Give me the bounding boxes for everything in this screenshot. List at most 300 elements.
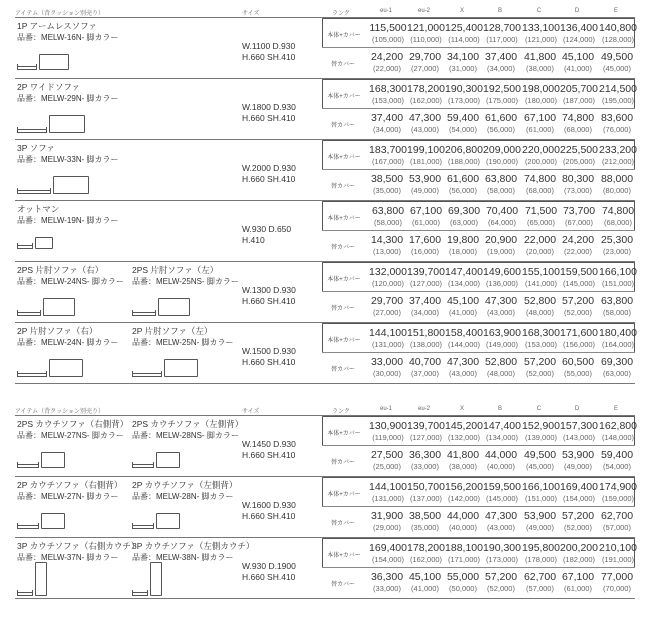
product-code: 品番：MELW-28N- 脚カラー <box>132 492 234 501</box>
price-tax-incl: 49,500 <box>523 449 557 461</box>
price-cell <box>443 356 483 379</box>
price-tax-excl: (153,000) <box>524 340 558 349</box>
price-cell <box>482 542 522 565</box>
price-cell <box>481 449 521 472</box>
price-tax-incl: 155,100 <box>522 266 560 278</box>
price-tax-incl: 53,900 <box>523 510 557 522</box>
header-rank-D: D <box>574 8 580 14</box>
price-tax-incl: 178,200 <box>407 83 445 95</box>
price-tax-excl: (134,000) <box>447 279 481 288</box>
price-tax-incl: 59,400 <box>600 449 634 461</box>
price-tax-excl: (127,000) <box>409 433 443 442</box>
price-tax-incl: 74,800 <box>601 205 635 217</box>
price-tax-incl: 52,800 <box>523 295 557 307</box>
price-tax-incl: 69,300 <box>600 356 634 368</box>
body-price-row <box>322 140 635 170</box>
price-tax-incl: 139,700 <box>407 266 445 278</box>
sofa-side-view <box>17 127 47 133</box>
price-tax-excl: (48,000) <box>487 369 515 378</box>
price-tax-incl: 61,600 <box>484 112 518 124</box>
price-cell <box>481 51 521 74</box>
price-cell <box>481 173 521 196</box>
price-tax-incl: 206,800 <box>445 144 483 156</box>
cover-price-row <box>322 507 635 537</box>
cover-label: 替カバー <box>330 367 355 373</box>
price-tax-excl: (145,000) <box>562 279 596 288</box>
price-tax-excl: (188,000) <box>447 157 481 166</box>
price-cell <box>406 83 446 106</box>
price-cell <box>521 144 561 167</box>
price-cell <box>481 571 521 594</box>
size-line: H.410 <box>242 235 265 245</box>
price-table-2 <box>15 404 635 599</box>
header-rank: ランク <box>332 409 350 415</box>
price-tax-excl: (43,000) <box>449 369 477 378</box>
price-tax-excl: (154,000) <box>371 555 405 564</box>
price-cell <box>521 481 561 504</box>
price-tax-incl: 55,000 <box>446 571 480 583</box>
product-size <box>242 41 295 63</box>
price-cell <box>405 571 445 594</box>
price-cell <box>406 327 446 350</box>
product-code: 品番：MELW-29N- 脚カラー <box>17 94 119 103</box>
price-tax-incl: 158,400 <box>445 327 483 339</box>
price-cell <box>598 144 638 167</box>
price-tax-excl: (148,000) <box>601 433 635 442</box>
price-tax-excl: (52,000) <box>487 584 515 593</box>
price-cell <box>368 542 408 565</box>
price-tax-excl: (57,000) <box>526 584 554 593</box>
price-tax-incl: 67,100 <box>561 571 595 583</box>
sofa-side-view <box>17 523 39 529</box>
price-tax-incl: 198,000 <box>522 83 560 95</box>
price-cell <box>443 112 483 135</box>
price-tax-incl: 47,300 <box>446 356 480 368</box>
product-size <box>242 285 296 307</box>
body-label: 本体+カバー <box>327 553 361 559</box>
price-tax-incl: 73,700 <box>562 205 596 217</box>
price-tax-excl: (181,000) <box>409 157 443 166</box>
price-tax-excl: (131,000) <box>371 494 405 503</box>
header-rank-C: C <box>536 406 542 412</box>
price-cell <box>368 420 408 443</box>
price-cell <box>444 327 484 350</box>
product-item <box>17 265 124 287</box>
price-tax-incl: 152,900 <box>522 420 560 432</box>
price-tax-incl: 44,000 <box>484 449 518 461</box>
price-tax-excl: (205,000) <box>562 157 596 166</box>
price-cell <box>521 205 561 228</box>
price-tax-excl: (137,000) <box>409 494 443 503</box>
sofa-icon <box>17 237 53 249</box>
sofa-icon <box>17 513 65 529</box>
sofa-top-view <box>43 298 75 316</box>
price-tax-excl: (49,000) <box>526 523 554 532</box>
product-item <box>132 419 243 441</box>
size-line: W.1450 D.930 <box>242 439 296 449</box>
price-tax-incl: 47,300 <box>408 112 442 124</box>
price-cell <box>482 144 522 167</box>
table-row <box>15 140 635 201</box>
price-tax-excl: (52,000) <box>526 369 554 378</box>
price-tax-excl: (191,000) <box>601 555 635 564</box>
price-tax-excl: (34,000) <box>411 308 439 317</box>
product-code: 品番：MELW-25NS- 脚カラー <box>132 277 239 286</box>
price-tax-incl: 139,700 <box>407 420 445 432</box>
price-tax-incl: 36,300 <box>370 571 404 583</box>
price-tax-incl: 20,900 <box>484 234 518 246</box>
price-cell <box>558 51 598 74</box>
sofa-icon <box>132 298 190 316</box>
price-cell <box>444 420 484 443</box>
product-item <box>17 419 128 441</box>
table-row <box>15 201 635 262</box>
price-tax-excl: (182,000) <box>562 555 596 564</box>
price-tax-excl: (33,000) <box>411 462 439 471</box>
price-tax-incl: 60,500 <box>561 356 595 368</box>
price-cell <box>558 112 598 135</box>
price-tax-incl: 63,800 <box>371 205 405 217</box>
price-tax-incl: 199,100 <box>407 144 445 156</box>
price-cell <box>482 83 522 106</box>
price-cell <box>558 173 598 196</box>
price-cell <box>520 51 560 74</box>
price-tax-excl: (56,000) <box>449 186 477 195</box>
price-tax-incl: 57,200 <box>523 356 557 368</box>
header-rank-eu-2: eu-2 <box>417 8 430 14</box>
price-tax-incl: 45,100 <box>446 295 480 307</box>
price-tax-incl: 233,200 <box>599 144 637 156</box>
table-row <box>15 323 635 384</box>
price-tax-excl: (120,000) <box>371 279 405 288</box>
size-line: H.660 SH.410 <box>242 174 296 184</box>
price-cell <box>520 449 560 472</box>
price-tax-excl: (58,000) <box>374 218 402 227</box>
price-tax-excl: (40,000) <box>487 462 515 471</box>
sofa-icon <box>17 452 65 468</box>
price-tax-incl: 27,500 <box>370 449 404 461</box>
sofa-side-view <box>17 243 33 249</box>
price-tax-excl: (143,000) <box>562 433 596 442</box>
price-tax-incl: 24,200 <box>561 234 595 246</box>
price-tax-excl: (61,000) <box>412 218 440 227</box>
price-cell <box>443 234 483 257</box>
price-cell <box>405 234 445 257</box>
price-cell <box>368 266 408 289</box>
price-tax-excl: (34,000) <box>487 64 515 73</box>
sofa-icon <box>17 54 69 70</box>
price-tax-excl: (195,000) <box>601 96 635 105</box>
product-code: 品番：MELW-38N- 脚カラー <box>132 553 234 562</box>
product-name: 2P カウチソファ（右側背） <box>17 480 123 490</box>
price-cell <box>559 205 599 228</box>
price-cell <box>406 266 446 289</box>
header-rank-eu-2: eu-2 <box>417 406 430 412</box>
price-tax-excl: (145,000) <box>485 494 519 503</box>
sofa-side-view <box>17 462 39 468</box>
price-tax-excl: (154,000) <box>562 494 596 503</box>
price-cell <box>405 112 445 135</box>
price-tax-incl: 159,500 <box>560 266 598 278</box>
price-tax-incl: 19,800 <box>446 234 480 246</box>
price-tax-excl: (63,000) <box>450 218 478 227</box>
price-tax-excl: (173,000) <box>485 555 519 564</box>
price-tax-excl: (68,000) <box>526 186 554 195</box>
price-cell <box>598 420 638 443</box>
product-name: 3P ソファ <box>17 143 55 153</box>
product-size <box>242 439 296 461</box>
price-tax-excl: (41,000) <box>564 64 592 73</box>
table-row <box>15 18 635 79</box>
price-cell <box>367 449 407 472</box>
price-cell <box>559 22 599 45</box>
product-name: オットマン <box>17 204 60 214</box>
size-line: H.660 SH.410 <box>242 572 296 582</box>
size-line: W.1300 D.930 <box>242 285 296 295</box>
price-tax-incl: 52,800 <box>484 356 518 368</box>
sofa-top-view <box>49 115 85 133</box>
price-tax-excl: (58,000) <box>487 186 515 195</box>
price-cell <box>559 144 599 167</box>
body-price-row <box>322 416 635 446</box>
price-tax-incl: 41,800 <box>523 51 557 63</box>
header-rank-C: C <box>536 8 542 14</box>
price-tax-excl: (65,000) <box>527 218 555 227</box>
price-cell <box>482 327 522 350</box>
price-cell <box>405 173 445 196</box>
price-cell <box>597 449 637 472</box>
price-tax-excl: (41,000) <box>411 584 439 593</box>
price-tax-incl: 115,500 <box>369 22 407 34</box>
table-header <box>15 404 635 416</box>
sofa-side-view <box>132 523 154 529</box>
price-tax-excl: (45,000) <box>526 462 554 471</box>
price-cell <box>367 51 407 74</box>
header-rank-B: B <box>497 8 502 14</box>
price-tax-excl: (38,000) <box>449 462 477 471</box>
price-cell <box>482 266 522 289</box>
price-tax-incl: 159,500 <box>483 481 521 493</box>
price-cell <box>443 295 483 318</box>
header-rank-eu-1: eu-1 <box>379 406 392 412</box>
price-tax-excl: (13,000) <box>373 247 401 256</box>
price-tax-incl: 144,100 <box>369 481 407 493</box>
price-tax-incl: 49,500 <box>600 51 634 63</box>
cover-price-row <box>322 446 635 476</box>
price-cell <box>598 327 638 350</box>
price-cell <box>444 83 484 106</box>
sofa-top-view <box>35 562 47 596</box>
price-tax-incl: 77,000 <box>600 571 634 583</box>
price-tax-excl: (23,000) <box>603 247 631 256</box>
price-tax-incl: 45,100 <box>408 571 442 583</box>
price-tax-incl: 67,100 <box>523 112 557 124</box>
table-header <box>15 6 635 18</box>
price-table-1 <box>15 6 635 384</box>
sofa-top-view <box>158 298 190 316</box>
price-tax-incl: 57,200 <box>561 510 595 522</box>
price-tax-incl: 53,900 <box>561 449 595 461</box>
price-cell <box>521 22 561 45</box>
price-cell <box>406 481 446 504</box>
price-tax-excl: (27,000) <box>373 308 401 317</box>
price-tax-excl: (162,000) <box>409 96 443 105</box>
price-tax-incl: 171,600 <box>560 327 598 339</box>
price-tax-excl: (131,000) <box>371 340 405 349</box>
size-line: H.660 SH.410 <box>242 357 296 367</box>
header-rank-E: E <box>613 406 618 412</box>
price-cell <box>368 22 408 45</box>
price-tax-incl: 205,700 <box>560 83 598 95</box>
header-rank-X: X <box>459 406 464 412</box>
body-price-row <box>322 538 635 568</box>
price-cell <box>597 234 637 257</box>
price-tax-excl: (139,000) <box>524 433 558 442</box>
price-cell <box>598 205 638 228</box>
cover-label: 替カバー <box>330 123 355 129</box>
sofa-icon <box>132 452 180 468</box>
price-cell <box>405 356 445 379</box>
table-row <box>15 477 635 538</box>
price-tax-incl: 25,300 <box>600 234 634 246</box>
price-cell <box>559 420 599 443</box>
price-tax-excl: (164,000) <box>601 340 635 349</box>
price-cell <box>520 234 560 257</box>
price-tax-incl: 34,100 <box>446 51 480 63</box>
price-tax-incl: 163,900 <box>483 327 521 339</box>
cover-label: 替カバー <box>330 460 355 466</box>
price-tax-incl: 38,500 <box>408 510 442 522</box>
cover-price-row <box>322 292 635 322</box>
price-tax-excl: (70,000) <box>603 584 631 593</box>
header-rank-B: B <box>497 406 502 412</box>
sofa-side-view <box>17 188 51 194</box>
cover-price-row <box>322 568 635 598</box>
price-cell <box>443 449 483 472</box>
product-size <box>242 561 296 583</box>
price-tax-excl: (134,000) <box>485 433 519 442</box>
price-tax-excl: (127,000) <box>409 279 443 288</box>
price-cell <box>558 449 598 472</box>
size-line: H.660 SH.410 <box>242 296 296 306</box>
price-tax-excl: (167,000) <box>371 157 405 166</box>
price-cell <box>443 173 483 196</box>
price-tax-excl: (128,000) <box>601 35 635 44</box>
header-rank-D: D <box>574 406 580 412</box>
price-tax-incl: 59,400 <box>446 112 480 124</box>
price-cell <box>405 510 445 533</box>
price-cell <box>406 144 446 167</box>
price-tax-excl: (33,000) <box>373 584 401 593</box>
price-tax-incl: 125,400 <box>445 22 483 34</box>
sofa-icon <box>17 176 89 194</box>
header-item: アイテム（背クッション別売り） <box>15 409 105 415</box>
price-tax-excl: (187,000) <box>562 96 596 105</box>
price-tax-excl: (31,000) <box>449 64 477 73</box>
price-cell <box>597 356 637 379</box>
price-tax-excl: (132,000) <box>447 433 481 442</box>
body-label: 本体+カバー <box>327 277 361 283</box>
product-size <box>242 500 296 522</box>
cover-price-row <box>322 353 635 383</box>
price-cell <box>367 571 407 594</box>
header-rank-X: X <box>459 8 464 14</box>
price-tax-excl: (40,000) <box>449 523 477 532</box>
price-tax-incl: 214,500 <box>599 83 637 95</box>
price-tax-excl: (49,000) <box>411 186 439 195</box>
price-cell <box>559 266 599 289</box>
price-tax-incl: 37,400 <box>484 51 518 63</box>
price-cell <box>520 295 560 318</box>
price-tax-excl: (151,000) <box>601 279 635 288</box>
sofa-icon <box>132 513 180 529</box>
body-label: 本体+カバー <box>327 338 361 344</box>
price-cell <box>482 22 522 45</box>
price-tax-excl: (43,000) <box>411 125 439 134</box>
price-cell <box>405 449 445 472</box>
price-tax-excl: (34,000) <box>373 125 401 134</box>
price-tax-excl: (212,000) <box>601 157 635 166</box>
product-name: 2PS カウチソファ（左側背） <box>132 419 244 429</box>
price-tax-excl: (18,000) <box>449 247 477 256</box>
product-name: 2P 片肘ソファ（左） <box>132 326 213 336</box>
product-item <box>132 480 237 502</box>
price-tax-incl: 88,000 <box>600 173 634 185</box>
price-tax-excl: (76,000) <box>603 125 631 134</box>
price-cell <box>520 571 560 594</box>
price-tax-incl: 45,100 <box>561 51 595 63</box>
sofa-side-view <box>132 371 162 377</box>
price-tax-incl: 225,500 <box>560 144 598 156</box>
price-cell <box>368 327 408 350</box>
price-tax-incl: 22,000 <box>523 234 557 246</box>
product-size <box>242 224 291 246</box>
size-line: H.660 SH.410 <box>242 113 296 123</box>
product-item <box>17 541 139 563</box>
price-tax-incl: 132,000 <box>369 266 407 278</box>
price-tax-incl: 74,800 <box>561 112 595 124</box>
product-size <box>242 102 296 124</box>
price-tax-incl: 40,700 <box>408 356 442 368</box>
product-code: 品番：MELW-16N- 脚カラー <box>17 33 119 42</box>
price-cell <box>521 542 561 565</box>
sofa-top-view <box>156 452 180 468</box>
table-row <box>15 538 635 599</box>
sofa-side-view <box>17 310 41 316</box>
body-price-row <box>322 201 635 231</box>
size-line: W.1100 D.930 <box>242 41 296 51</box>
price-cell <box>482 205 522 228</box>
price-tax-excl: (190,000) <box>485 157 519 166</box>
price-cell <box>558 234 598 257</box>
price-tax-excl: (52,000) <box>564 308 592 317</box>
product-item <box>132 326 234 348</box>
price-tax-incl: 63,800 <box>600 295 634 307</box>
product-item <box>17 143 119 165</box>
sofa-icon <box>132 562 162 596</box>
price-cell <box>558 571 598 594</box>
price-tax-excl: (141,000) <box>524 279 558 288</box>
price-cell <box>444 22 484 45</box>
cover-price-row <box>322 231 635 261</box>
price-tax-incl: 33,000 <box>370 356 404 368</box>
price-tax-excl: (45,000) <box>603 64 631 73</box>
price-tax-excl: (105,000) <box>371 35 405 44</box>
price-tax-incl: 169,400 <box>560 481 598 493</box>
body-price-row <box>322 79 635 109</box>
price-cell <box>405 295 445 318</box>
product-code: 品番：MELW-27NS- 脚カラー <box>17 431 124 440</box>
